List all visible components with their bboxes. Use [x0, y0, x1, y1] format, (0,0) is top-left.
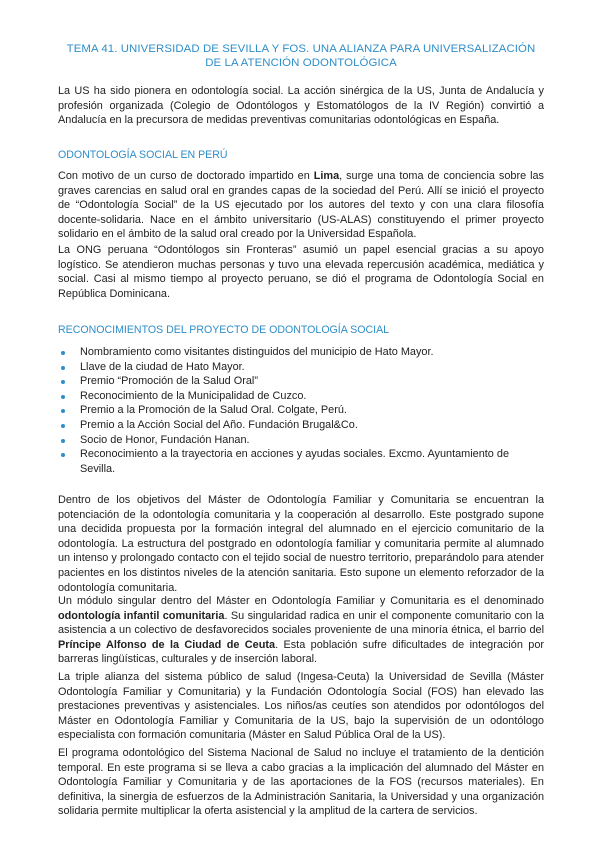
list-item: Premio a la Acción Social del Año. Fundación Brugal&Co.: [58, 418, 544, 433]
bullet-icon: [61, 366, 65, 370]
bullet-icon: [61, 351, 65, 355]
principe-alfonso-bold: Príncipe Alfonso de la Ciudad de Ceuta: [58, 638, 276, 651]
list-item: Reconocimiento de la Municipalidad de Cuzco.: [58, 389, 544, 404]
peru-paragraph-1: Con motivo de un curso de doctorado impartido en Lima, surge una toma de conciencia sobre las graves carencias en salud oral en grandes capas de la sociedad del Perú. Allí se inició el proyecto de “Odontología Social” de la US ejecutado por los autores del texto y con una clara filosofía docente-solidaria. Nace en el ámbito universitario (US-ALAS) constituyendo el primer proyecto solidario en el ámbito de la salud oral creado por la Universidad Española.: [58, 170, 544, 241]
bullet-icon: [61, 424, 65, 428]
odontologia-infantil-bold: odontología infantil comunitaria: [58, 609, 225, 622]
list-item: Premio a la Promoción de la Salud Oral. Colgate, Perú.: [58, 403, 544, 418]
recognitions-list: [58, 345, 544, 476]
page-title: TEMA 41. UNIVERSIDAD DE SEVILLA Y FOS. UNA ALIANZA PARA UNIVERSALIZACIÓN DE LA ATENCIÓN ODONTOLÓGICA: [66, 43, 536, 69]
ceuta-paragraph: Un módulo singular dentro del Máster en Odontología Familiar y Comunitaria es el denominado odontología infantil comunitaria. Su singularidad radica en unir el componente comunitario con la asistencia a un colectivo de desfavorecidos sociales proveniente de una minoría étnica, el barrio del Príncipe Alfonso de la Ciudad de Ceuta. Esta población sufre dificultades de integración por barreras lingüísticas, culturales y de inserción laboral.: [58, 595, 545, 666]
list-item: Llave de la ciudad de Hato Mayor.: [58, 360, 544, 375]
intro-paragraph: La US ha sido pionera en odontología social. La acción sinérgica de la US, Junta de Andalucía y profesión organizada (Colegio de Odontólogos y Estomatólogos de la IV Región) convirtió a Andalucía en la precursora de medidas preventivas comunitarias odontológicas en España.: [58, 85, 544, 127]
master-paragraph: Dentro de los objetivos del Máster de Odontología Familiar y Comunitaria se encuentran la potenciación de la odontología comunitaria y la cooperación al desarrollo. Este postgrado supone una decidida propuesta por la formación integral del alumnado en el ejercicio comunitario de la odontología. La estructura del postgrado en odontología familiar y comunitaria permite al alumnado un intenso y prolongado contacto con el tejido social de nuestro territorio, preparándolo para atender pacientes en los distintos niveles de la atención sanitaria. Esto supone un elemento reforzador de la odontología comunitaria.: [58, 494, 544, 594]
list-item: Reconocimiento a la trayectoria en acciones y ayudas sociales. Excmo. Ayuntamiento de Sevilla.: [58, 447, 544, 476]
section-heading-recognitions: RECONOCIMIENTOS DEL PROYECTO DE ODONTOLOGÍA SOCIAL: [58, 324, 390, 336]
list-item: Premio “Promoción de la Salud Oral”: [58, 374, 544, 389]
program-paragraph: El programa odontológico del Sistema Nacional de Salud no incluye el tratamiento de la dentición temporal. En este programa si se lleva a cabo gracias a la implicación del alumnado del Máster en Odontología Familiar y Comunitaria y de las aportaciones de la FOS (recursos materiales). En definitiva, la sinergia de esfuerzos de la Administración Sanitaria, la Universidad y una organización solidaria permite multiplicar la oferta asistencial y la amplitud de la cartera de servicios.: [58, 747, 544, 818]
section-heading-peru: ODONTOLOGÍA SOCIAL EN PERÚ: [58, 149, 228, 161]
alliance-paragraph: La triple alianza del sistema público de salud (Ingesa-Ceuta) la Universidad de Sevilla (Máster Odontología Familiar y Comunitaria) y la Fundación Odontología Social (FOS) han elevado las prestaciones preventivas y asistenciales. Los niños/as ceutíes son atendidos por odontólogos del Máster en Odontología Familiar y Comunitaria de la US, bajo la supervisión de un odontólogo especialista con formación comunitaria (Máster en Salud Pública Oral de la US).: [58, 671, 544, 742]
peru-paragraph-2: La ONG peruana “Odontólogos sin Fronteras” asumió un papel esencial gracias a su apoyo logístico. Se atendieron muchas personas y tuvo una elevada repercusión académica, mediática y social. Casi al mismo tiempo al proyecto peruano, se dió el programa de Odontología Social en República Dominicana.: [58, 244, 544, 300]
bullet-icon: [61, 409, 65, 413]
bullet-icon: [61, 453, 65, 457]
list-item: Nombramiento como visitantes distinguidos del municipio de Hato Mayor.: [58, 345, 544, 360]
list-item: Socio de Honor, Fundación Hanan.: [58, 433, 544, 448]
lima-bold: Lima: [313, 170, 340, 182]
bullet-icon: [61, 395, 65, 399]
bullet-icon: [61, 380, 65, 384]
bullet-icon: [61, 439, 65, 443]
